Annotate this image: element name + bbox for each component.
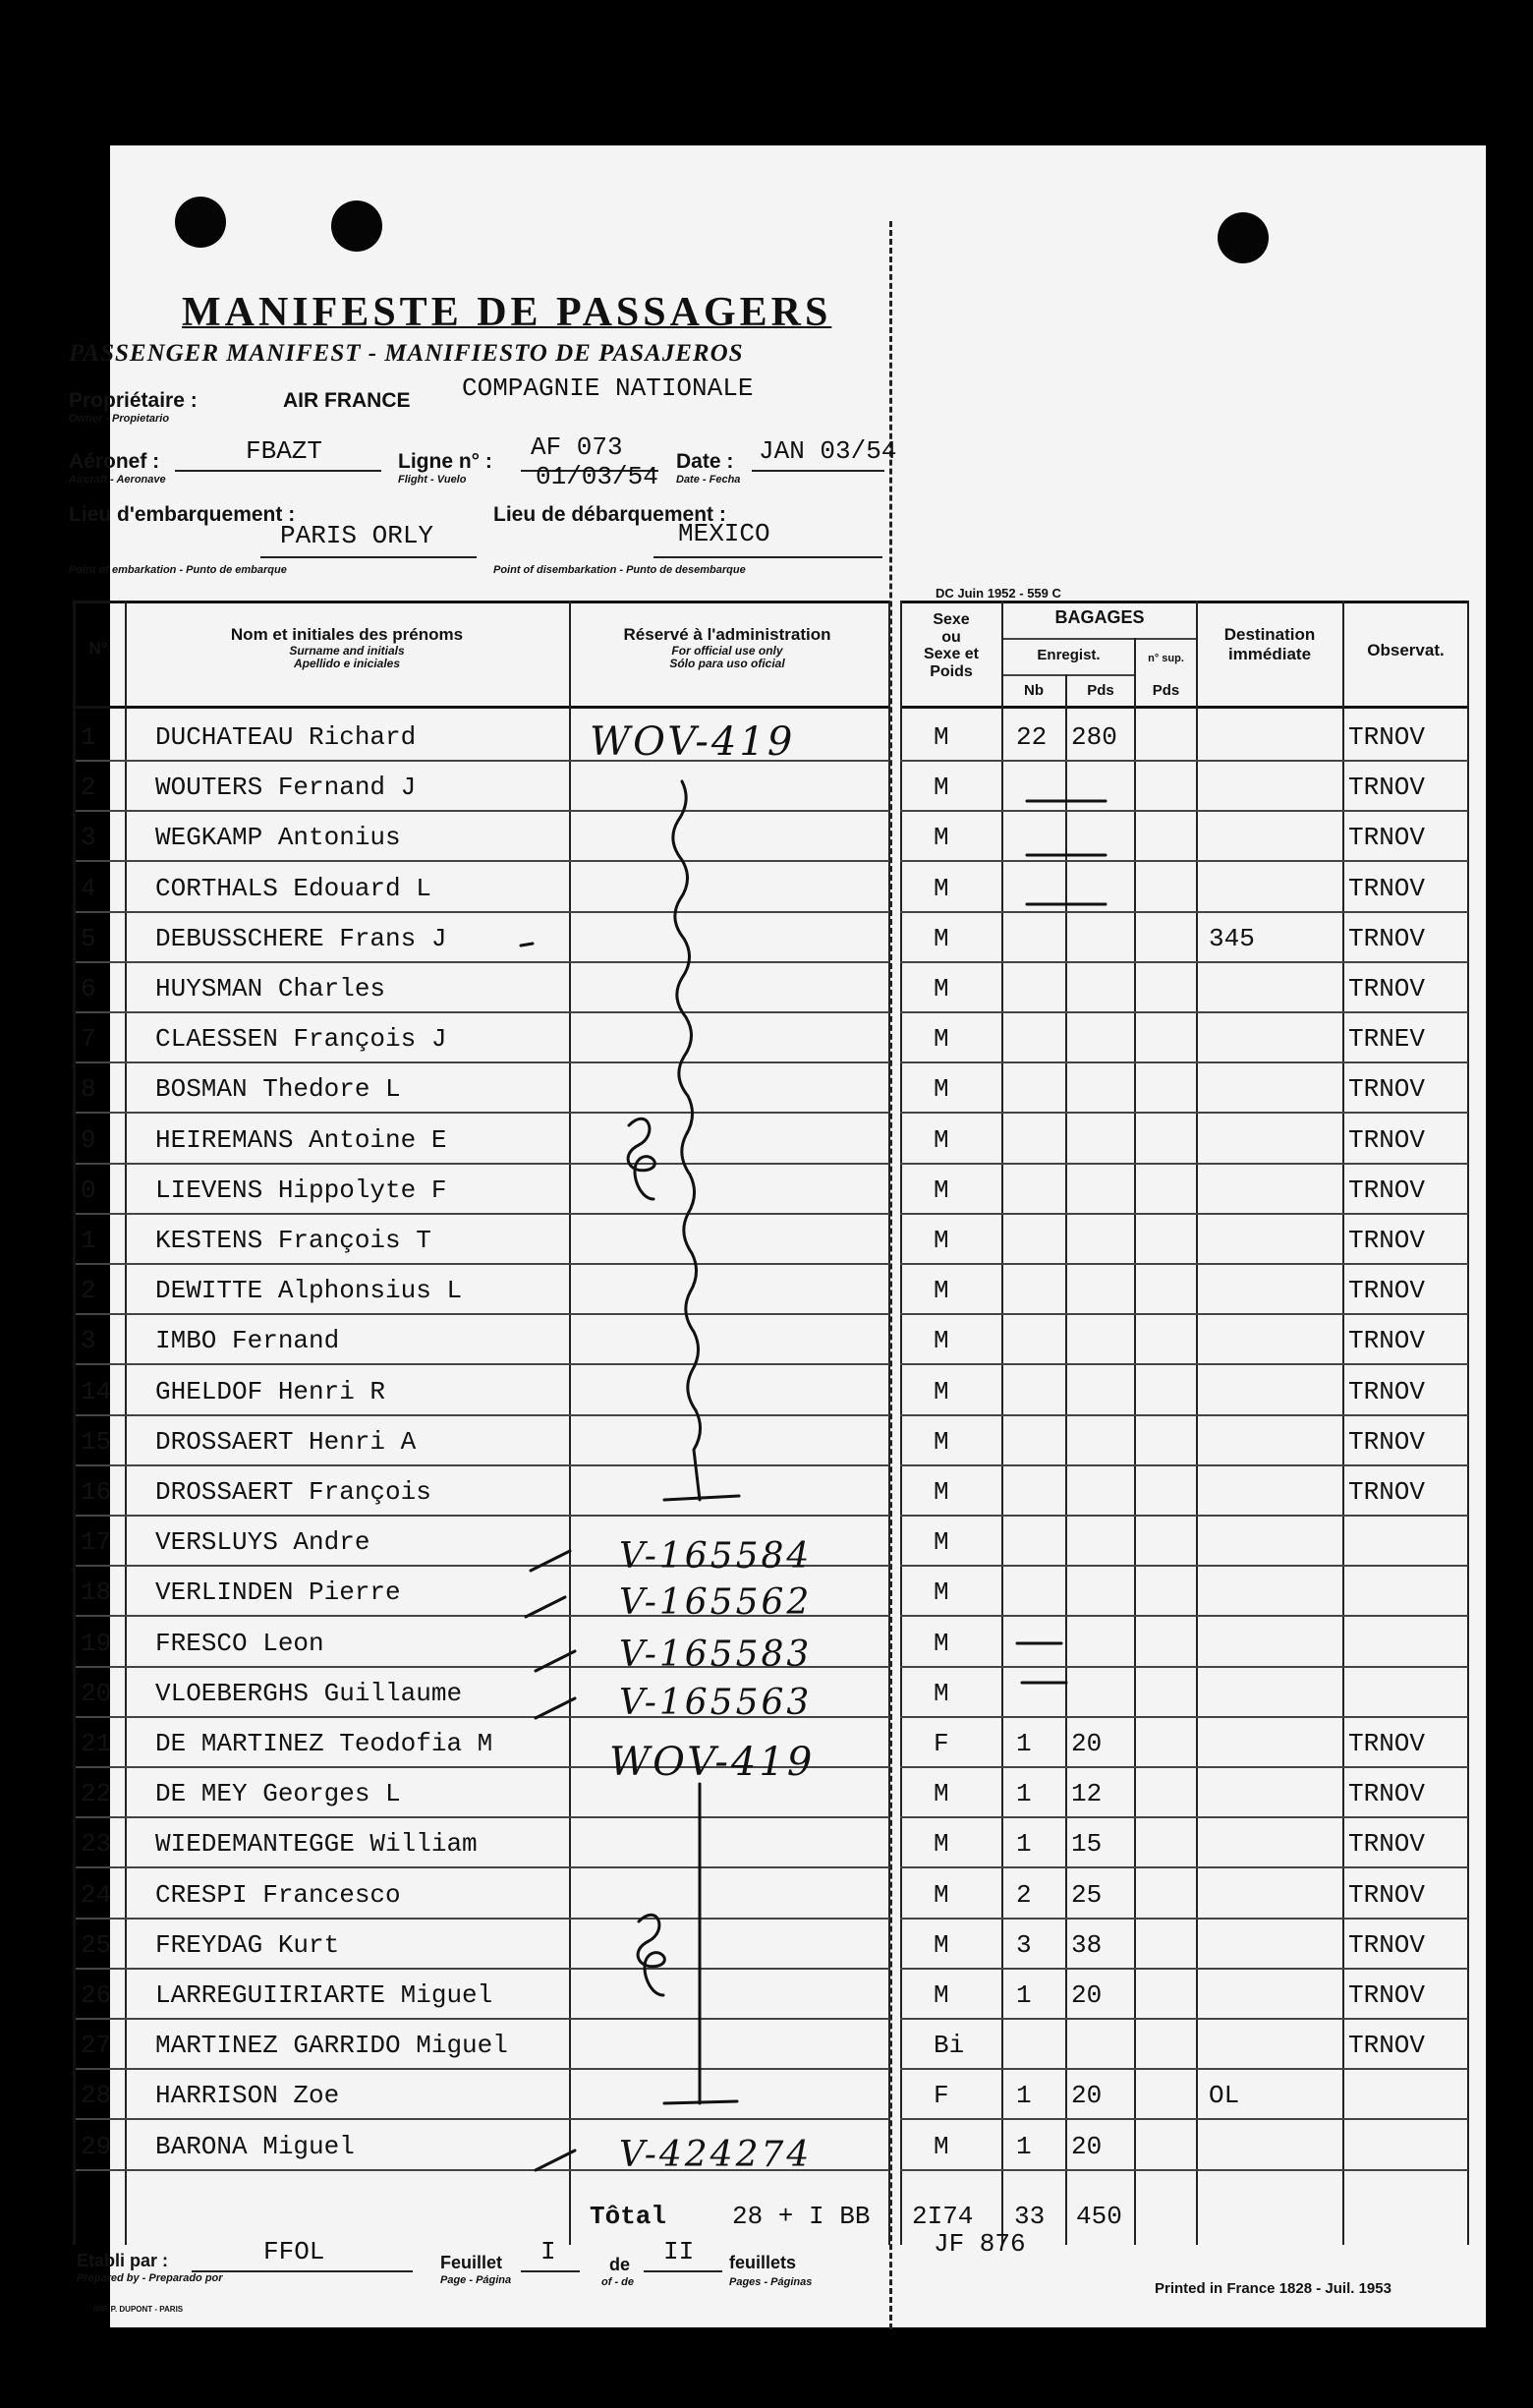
form-code: DC Juin 1952 - 559 C [936, 586, 1061, 601]
passenger-name: HEIREMANS Antoine E [155, 1125, 447, 1155]
total-label: Tôtal [590, 2202, 667, 2231]
passenger-name: DEWITTE Alphonsius L [155, 1276, 463, 1305]
row-number: 2 [81, 773, 96, 802]
of-sublabel: of - de [601, 2276, 634, 2288]
baggage-weight: 280 [1071, 722, 1117, 752]
observation: TRNOV [1348, 1880, 1426, 1910]
company-name: COMPAGNIE NATIONALE [462, 373, 754, 403]
destination: OL [1209, 2081, 1240, 2110]
passenger-sex: M [934, 722, 949, 752]
col-header-registered: Enregist. [1037, 647, 1101, 663]
col-header-name: Nom et initiales des prénoms Surname and initials Apellido e iniciales [230, 625, 464, 671]
row-number: 8 [81, 1074, 96, 1104]
passenger-sex: M [934, 1527, 949, 1557]
sheet-label: Feuillet [440, 2253, 503, 2272]
observation: TRNOV [1348, 1226, 1426, 1255]
row-number: 0 [81, 1175, 96, 1205]
aircraft-sublabel: Aircraft - Aeronave [69, 474, 166, 486]
passenger-name: HUYSMAN Charles [155, 974, 386, 1003]
row-number: 29 [81, 2132, 112, 2161]
col-header-observations: Observat. [1367, 641, 1445, 659]
passenger-sex: M [934, 1326, 949, 1355]
passenger-name: WOUTERS Fernand J [155, 773, 417, 802]
pages-label: feuillets [729, 2253, 797, 2272]
passenger-name: KESTENS François T [155, 1226, 431, 1255]
owner-label: Propriétaire : [69, 389, 198, 412]
passenger-sex: F [934, 2081, 949, 2110]
passenger-sex: M [934, 773, 949, 802]
observation: TRNOV [1348, 1276, 1426, 1305]
row-number: 1 [81, 1226, 96, 1255]
baggage-weight: 25 [1071, 1880, 1103, 1910]
col-header-admin: Réservé à l'administration For official use only Sólo para uso oficial [623, 625, 831, 671]
passenger-sex: M [934, 823, 949, 852]
observation: TRNOV [1348, 1377, 1426, 1406]
row-number: 21 [81, 1729, 112, 1758]
passenger-name: CLAESSEN François J [155, 1024, 447, 1054]
row-number: 18 [81, 1577, 112, 1607]
row-number: 16 [81, 1477, 112, 1507]
embarkation-label: Lieu d'embarquement : [69, 503, 296, 526]
observation: TRNOV [1348, 924, 1426, 953]
baggage-count: 1 [1016, 2132, 1032, 2161]
total-baggage-weight: 450 [1076, 2202, 1122, 2231]
destination: 345 [1209, 924, 1255, 953]
embarkation-sublabel: Point of embarkation - Punto de embarque [69, 564, 287, 576]
passenger-sex: M [934, 1125, 949, 1155]
passenger-sex: M [934, 924, 949, 953]
passenger-sex: M [934, 874, 949, 903]
passenger-name: DROSSAERT François [155, 1477, 431, 1507]
baggage-weight: 38 [1071, 1930, 1103, 1960]
observation: TRNOV [1348, 1125, 1426, 1155]
passenger-name: IMBO Fernand [155, 1326, 340, 1355]
row-number: 17 [81, 1527, 112, 1557]
baggage-weight: 15 [1071, 1829, 1103, 1859]
row-number: 22 [81, 1779, 112, 1808]
baggage-count: 1 [1016, 1829, 1032, 1859]
passenger-name: WEGKAMP Antonius [155, 823, 401, 852]
date-value: JAN 03/54 [759, 436, 897, 466]
passenger-sex: M [934, 2132, 949, 2161]
row-number: 28 [81, 2081, 112, 2110]
disembarkation-value: MEXICO [678, 519, 770, 548]
passenger-name: MARTINEZ GARRIDO Miguel [155, 2031, 508, 2060]
row-number: 3 [81, 1326, 96, 1355]
total-number: 2I74 [912, 2202, 974, 2231]
baggage-count: 22 [1016, 722, 1048, 752]
flight-sublabel: Flight - Vuelo [398, 474, 467, 486]
row-number: 1 [81, 722, 96, 752]
row-number: 7 [81, 1024, 96, 1054]
baggage-count: 2 [1016, 1880, 1032, 1910]
passenger-sex: M [934, 1779, 949, 1808]
passenger-sex: M [934, 1829, 949, 1859]
row-number: 4 [81, 874, 96, 903]
observation: TRNOV [1348, 1427, 1426, 1457]
observation: TRNOV [1348, 1980, 1426, 2010]
baggage-weight: 20 [1071, 1729, 1103, 1758]
passenger-sex: M [934, 1679, 949, 1708]
passenger-sex: M [934, 1175, 949, 1205]
observation: TRNOV [1348, 1175, 1426, 1205]
aircraft-label: Aéronef : [69, 450, 160, 473]
row-number: 2 [81, 1276, 96, 1305]
baggage-count: 1 [1016, 1779, 1032, 1808]
reference-code: JF 876 [934, 2229, 1026, 2259]
embarkation-value: PARIS ORLY [280, 521, 434, 550]
admin-note-row19: V-165583 [619, 1634, 813, 1675]
observation: TRNOV [1348, 1829, 1426, 1859]
observation: TRNOV [1348, 874, 1426, 903]
observation: TRNOV [1348, 1729, 1426, 1758]
passenger-sex: M [934, 974, 949, 1003]
passenger-sex: M [934, 1377, 949, 1406]
row-number: 6 [81, 974, 96, 1003]
title-english-spanish: PASSENGER MANIFEST - MANIFIESTO DE PASAJEROS [69, 340, 744, 367]
col-header-destination: Destination immédiate [1223, 625, 1316, 663]
passenger-name: BOSMAN Thedore L [155, 1074, 401, 1104]
passenger-name: DUCHATEAU Richard [155, 722, 417, 752]
col-header-sex: Sexe ou Sexe et Poids [923, 611, 980, 680]
passenger-name: FREYDAG Kurt [155, 1930, 340, 1960]
prepared-by-value: FFOL [263, 2237, 325, 2266]
col-header-baggage: BAGAGES [1054, 607, 1145, 627]
date-sublabel: Date - Fecha [676, 474, 741, 486]
passenger-name: BARONA Miguel [155, 2132, 355, 2161]
admin-note-row21: WOV-419 [609, 1740, 816, 1785]
passenger-sex: M [934, 1477, 949, 1507]
passenger-name: CORTHALS Edouard L [155, 874, 431, 903]
printed-in: Printed in France 1828 - Juil. 1953 [1155, 2280, 1391, 2297]
row-number: 9 [81, 1125, 96, 1155]
col-header-nsup: n° sup. [1148, 653, 1184, 664]
printer-mark: IMP. P. DUPONT - PARIS [93, 2305, 184, 2314]
of-value: II [663, 2237, 695, 2266]
passenger-sex: Bi [934, 2031, 965, 2060]
passenger-sex: M [934, 1024, 949, 1054]
row-number: 14 [81, 1377, 112, 1406]
baggage-count: 3 [1016, 1930, 1032, 1960]
disembarkation-sublabel: Point of disembarkation - Punto de desembarque [493, 564, 746, 576]
row-number: 3 [81, 823, 96, 852]
observation: TRNOV [1348, 974, 1426, 1003]
passenger-name: DE MEY Georges L [155, 1779, 401, 1808]
admin-note-row1: WOV-419 [590, 719, 796, 765]
observation: TRNOV [1348, 823, 1426, 852]
baggage-count: 1 [1016, 2081, 1032, 2110]
baggage-weight: 20 [1071, 2132, 1103, 2161]
col-header-pds: Pds [1087, 682, 1114, 699]
baggage-count: 1 [1016, 1980, 1032, 2010]
pages-sublabel: Pages - Páginas [729, 2276, 813, 2288]
passenger-sex: M [934, 1427, 949, 1457]
flight-number: AF 073 [531, 432, 623, 462]
passenger-sex: M [934, 1930, 949, 1960]
passenger-name: VERLINDEN Pierre [155, 1577, 401, 1607]
passenger-sex: M [934, 1980, 949, 2010]
owner-value: AIR FRANCE [283, 389, 411, 412]
passenger-sex: M [934, 1629, 949, 1658]
passenger-sex: M [934, 1226, 949, 1255]
row-number: 26 [81, 1980, 112, 2010]
sheet-value: I [540, 2237, 556, 2266]
observation: TRNOV [1348, 2031, 1426, 2060]
baggage-weight: 12 [1071, 1779, 1103, 1808]
passenger-name: VERSLUYS Andre [155, 1527, 370, 1557]
passenger-sex: M [934, 1880, 949, 1910]
total-baggage-count: 33 [1014, 2202, 1046, 2231]
observation: TRNOV [1348, 1074, 1426, 1104]
row-number: 24 [81, 1880, 112, 1910]
passenger-name: HARRISON Zoe [155, 2081, 340, 2110]
passenger-name: VLOEBERGHS Guillaume [155, 1679, 463, 1708]
disembarkation-label: Lieu de débarquement : [493, 503, 726, 526]
total-count: 28 + I BB [732, 2202, 871, 2231]
passenger-sex: M [934, 1276, 949, 1305]
admin-note-row20: V-165563 [619, 1683, 813, 1723]
passenger-name: GHELDOF Henri R [155, 1377, 386, 1406]
prepared-by-sublabel: Prepared by - Preparado por [77, 2272, 223, 2284]
passenger-name: DE MARTINEZ Teodofia M [155, 1729, 493, 1758]
of-label: de [609, 2255, 631, 2274]
flight-label: Ligne n° : [398, 450, 492, 473]
observation: TRNEV [1348, 1024, 1426, 1054]
baggage-weight: 20 [1071, 1980, 1103, 2010]
passenger-name: CRESPI Francesco [155, 1880, 401, 1910]
col-header-pds2: Pds [1152, 682, 1180, 699]
baggage-weight: 20 [1071, 2081, 1103, 2110]
row-number: 5 [81, 924, 96, 953]
observation: TRNOV [1348, 1326, 1426, 1355]
baggage-count: 1 [1016, 1729, 1032, 1758]
row-number: 23 [81, 1829, 112, 1859]
sheet-sublabel: Page - Página [440, 2274, 512, 2286]
prepared-by-label: Etabli par : [77, 2251, 169, 2270]
row-number: 19 [81, 1629, 112, 1658]
row-number: 15 [81, 1427, 112, 1457]
observation: TRNOV [1348, 1477, 1426, 1507]
passenger-sex: F [934, 1729, 949, 1758]
row-number: 27 [81, 2031, 112, 2060]
passenger-name: LARREGUIIRIARTE Miguel [155, 1980, 493, 2010]
observation: TRNOV [1348, 1779, 1426, 1808]
aircraft-value: FBAZT [246, 436, 323, 466]
col-header-nb: Nb [1024, 682, 1044, 699]
passenger-sex: M [934, 1577, 949, 1607]
passenger-name: WIEDEMANTEGGE William [155, 1829, 478, 1859]
admin-note-row29: V-424274 [619, 2135, 813, 2175]
passenger-name: FRESCO Leon [155, 1629, 324, 1658]
passenger-name: LIEVENS Hippolyte F [155, 1175, 447, 1205]
observation: TRNOV [1348, 722, 1426, 752]
row-number: 25 [81, 1930, 112, 1960]
passenger-sex: M [934, 1074, 949, 1104]
date-label: Date : [676, 450, 734, 473]
owner-sublabel: Owner - Propietario [69, 413, 170, 425]
title-french: MANIFESTE DE PASSAGERS [182, 290, 832, 335]
row-number: 20 [81, 1679, 112, 1708]
col-header-no: N° [88, 639, 108, 658]
flight-date: 01/03/54 [536, 462, 658, 491]
observation: TRNOV [1348, 1930, 1426, 1960]
admin-note-row18: V-165562 [619, 1582, 813, 1623]
observation: TRNOV [1348, 773, 1426, 802]
admin-note-row17: V-165584 [619, 1536, 813, 1577]
passenger-name: DEBUSSCHERE Frans J [155, 924, 447, 953]
passenger-name: DROSSAERT Henri A [155, 1427, 417, 1457]
